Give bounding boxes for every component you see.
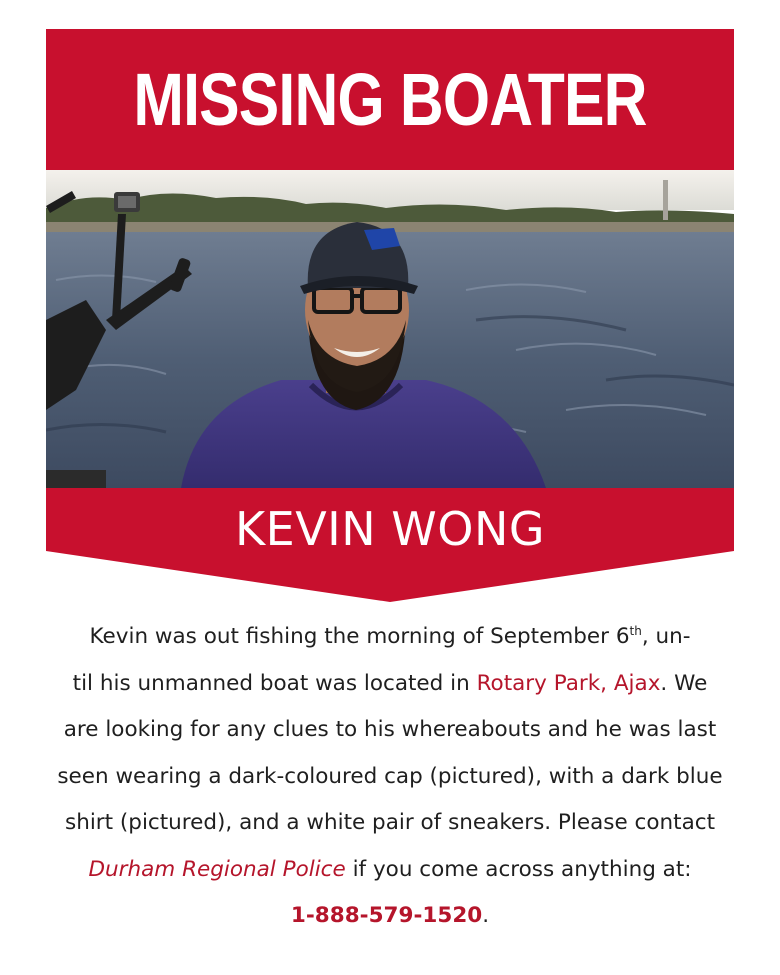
description-line: Kevin was out fishing the morning of September 6th, un- — [89, 623, 691, 649]
description-line: shirt (pictured), and a white pair of sneakers. Please contact — [65, 810, 715, 835]
phone-number: 1-888-579-1520 — [290, 903, 483, 928]
contact-line: 1-888-579-1520. — [290, 903, 490, 928]
missing-person-photo — [46, 170, 734, 488]
description-line: seen wearing a dark-coloured cap (pictured), with a dark blue — [57, 763, 723, 789]
description — [40, 614, 740, 940]
description-line: til his unmanned boat was located in Rotary Park, Ajax. We — [72, 670, 708, 696]
poster-title: MISSING BOATER — [133, 58, 647, 141]
description-line: are looking for any clues to his whereabouts and he was last — [63, 717, 717, 742]
missing-person-name: KEVIN WONG — [234, 502, 546, 556]
title-banner — [46, 29, 734, 170]
description-line: Durham Regional Police if you come across anything at: — [88, 856, 692, 882]
police-agency-text: Durham Regional Police — [88, 856, 346, 882]
location-text: Rotary Park, Ajax — [476, 670, 661, 696]
name-banner — [46, 488, 734, 602]
